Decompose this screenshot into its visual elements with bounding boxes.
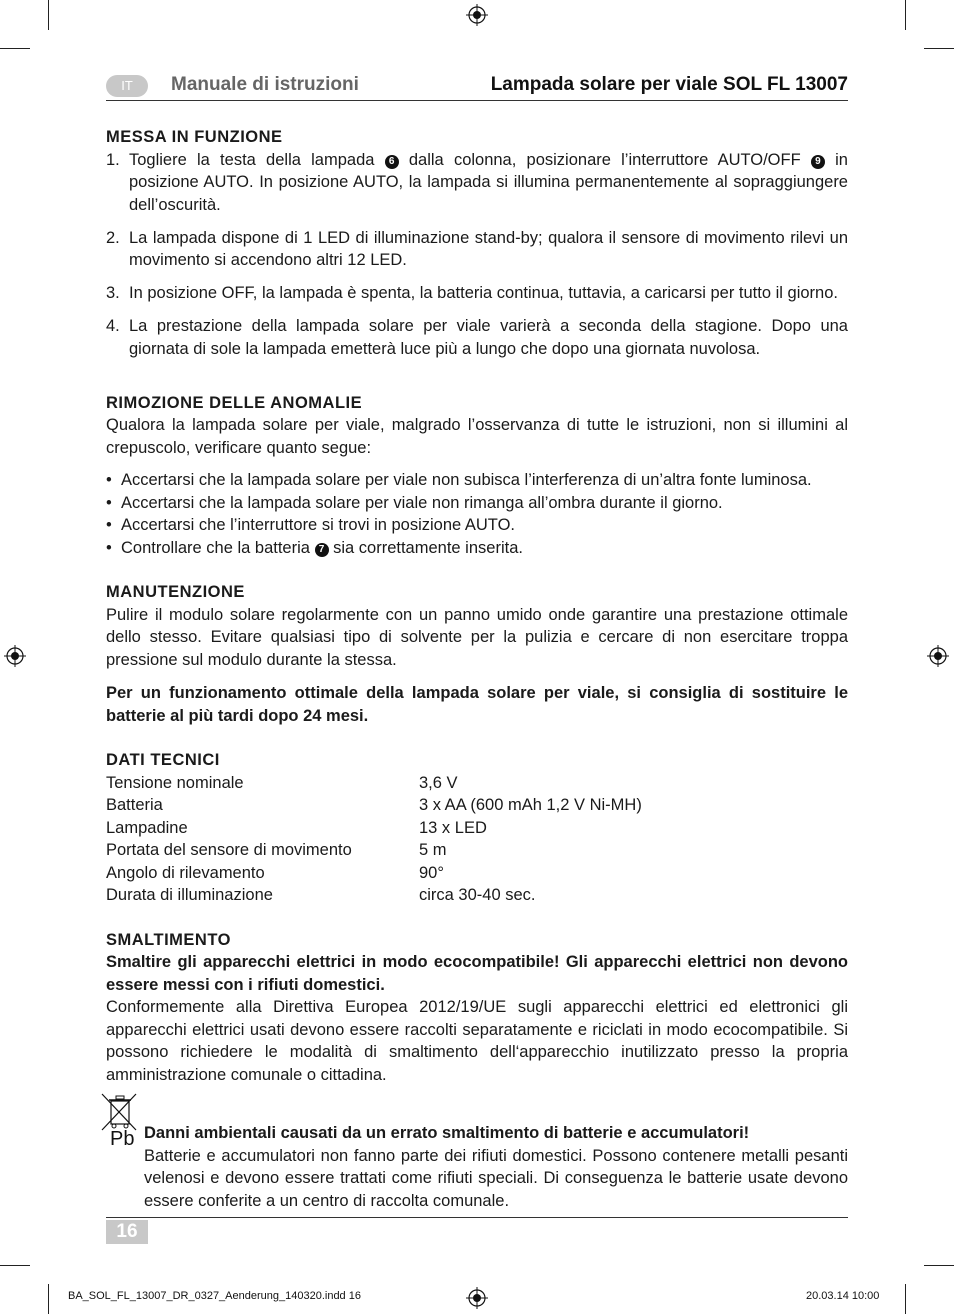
pb-label: Pb (110, 1128, 135, 1150)
print-date: 20.03.14 10:00 (806, 1290, 880, 1302)
product-title: Lampada solare per viale SOL FL 13007 (490, 74, 848, 95)
registration-mark-icon (466, 4, 488, 26)
part-number-badge: 6 (385, 155, 399, 169)
section-heading-manutenzione: MANUTENZIONE (106, 583, 245, 601)
manutenzione-note: Per un funzionamento ottimale della lampada solare per viale, si consiglia di sostituire le batterie al più tardi dopo 24 mesi. (106, 684, 848, 725)
registration-mark-icon (466, 1287, 488, 1309)
smaltimento-warning: Smaltire gli apparecchi elettrici in modo ecocompatibile! Gli apparecchi elettrici non devono essere messi con i rifiuti domestici. (106, 953, 848, 994)
page-number: 16 (106, 1220, 148, 1244)
section-heading-anomalie: RIMOZIONE DELLE ANOMALIE (106, 393, 363, 412)
crop-mark (0, 48, 30, 49)
spec-value: 5 m (419, 841, 447, 859)
list-item: • Controllare che la batteria 7 sia correttamente inserita. (106, 537, 848, 560)
section-heading-dati: DATI TECNICI (106, 751, 220, 769)
main-content (106, 126, 848, 1086)
crop-mark (924, 1265, 954, 1266)
list-item: 3. In posizione OFF, la lampada è spenta, la batteria continua, tuttavia, a caricarsi per tutto il giorno. (106, 284, 838, 302)
spec-label: Lampadine (106, 818, 188, 837)
page-header (106, 72, 848, 101)
spec-value: circa 30-40 sec. (419, 886, 536, 904)
registration-mark-icon (4, 645, 26, 667)
crop-mark (905, 0, 906, 30)
spec-label: Angolo di rilevamento (106, 863, 265, 882)
language-badge: IT (106, 75, 148, 97)
spec-label: Durata di illuminazione (106, 886, 273, 904)
spec-value: 90° (419, 863, 444, 882)
crop-mark (0, 1265, 30, 1266)
section-heading-messa: MESSA IN FUNZIONE (106, 128, 283, 146)
battery-warning: Danni ambientali causati da un errato smaltimento di batterie e accumulatori! (144, 1124, 750, 1142)
crop-mark (905, 1284, 906, 1314)
list-item: 4. La prestazione della lampada solare per viale varierà a seconda della stagione. Dopo una giornata di sole la lampada emetterà luce più a lungo che dopo una giornata nuvolosa. (106, 317, 848, 358)
part-number-badge: 7 (315, 543, 329, 557)
smaltimento-text: Conformemente alla Direttiva Europea 2012/19/UE sugli apparecchi elettrici ed elettronici gli apparecchi elettrici usati devono essere raccolti separatamente e riciclati in modo ecocompatibile. Si possono richiedere le modalità di smaltimento dell‘apparecchio inutilizzato presso la propria amministrazione comunale o cittadina. (106, 998, 848, 1084)
list-item: • Accertarsi che la lampada solare per viale non rimanga all’ombra durante il giorno. (106, 492, 848, 515)
registration-mark-icon (927, 645, 949, 667)
spec-label: Batteria (106, 796, 163, 814)
crop-mark (48, 0, 49, 30)
battery-text: Batterie e accumulatori non fanno parte dei rifiuti domestici. Possono contenere metalli pesanti velenosi e devono essere trattati come rifiuti speciali. Di conseguenza le batterie usate devono essere conferite a un centro di raccolta comunale. (144, 1146, 848, 1210)
troubleshooting-list (106, 469, 848, 559)
crop-mark (924, 48, 954, 49)
specs-table (106, 772, 848, 907)
crop-mark (48, 1284, 49, 1314)
list-item: 2. La lampada dispone di 1 LED di illuminazione stand-by; qualora il sensore di movimento rilevi un movimento si accendono altri 12 LED. (106, 228, 848, 269)
spec-label: Tensione nominale (106, 773, 244, 792)
battery-disposal-block (144, 1122, 848, 1212)
footer-divider (106, 1217, 848, 1218)
list-item: • Accertarsi che la lampada solare per viale non subisca l’interferenza di un’altra fonte luminosa. (106, 469, 848, 492)
setup-steps-list (106, 149, 848, 361)
spec-value: 3 x AA (600 mAh 1,2 V Ni-MH) (419, 796, 642, 814)
spec-value: 13 x LED (419, 818, 487, 837)
section-heading-smaltimento: SMALTIMENTO (106, 930, 231, 949)
spec-label: Portata del sensore di movimento (106, 841, 352, 859)
manual-title: Manuale di istruzioni (171, 74, 359, 95)
list-item: • Accertarsi che l’interruttore si trovi in posizione AUTO. (106, 514, 848, 537)
spec-value: 3,6 V (419, 773, 458, 792)
list-item: 1. Togliere la testa della lampada 6 dalla colonna, posizionare l’interruttore AUTO/OFF 9 in posizione AUTO. In posizione AUTO, la lampada si illumina permanentemente al sopraggiungere dell’oscurità. (106, 150, 848, 214)
file-slug: BA_SOL_FL_13007_DR_0327_Aenderung_140320.indd 16 (68, 1290, 361, 1302)
manutenzione-text: Pulire il modulo solare regolarmente con un panno umido onde garantire una prestazione ottimale dello stesso. Evitare qualsiasi tipo di solvente per la pulizia e cercare di non esercitare troppa pressione sul modulo durante la stessa. (106, 605, 848, 669)
anomalie-intro: Qualora la lampada solare per viale, malgrado l’osservanza di tutte le istruzioni, non si illumini al crepuscolo, verificare quanto segue: (106, 416, 848, 457)
part-number-badge: 9 (811, 155, 825, 169)
